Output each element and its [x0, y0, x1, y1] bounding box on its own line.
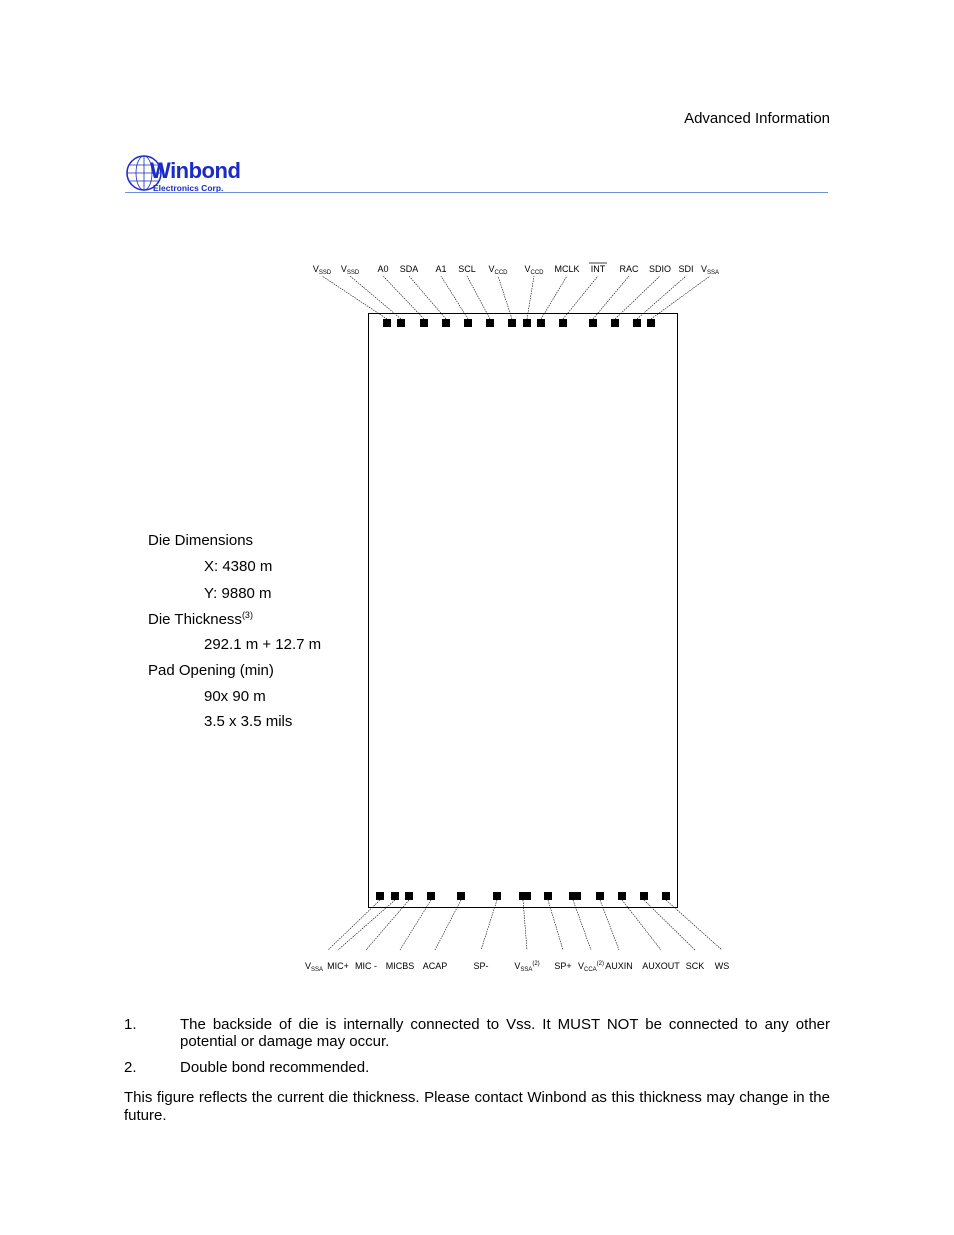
bottom-pad-label: SCK: [685, 961, 705, 971]
die-y-dimension: Y: 9880 m: [204, 585, 272, 602]
bottom-pad-label: AUXOUT: [642, 961, 680, 971]
bottom-bond-pad: [493, 892, 501, 900]
thickness-footnote: This figure reflects the current die thickness. Please contact Winbond as this thickness may change in the future.: [124, 1089, 830, 1124]
bottom-pad-label: $V_{SSA}$: [304, 961, 324, 973]
top-leader-line: [651, 276, 710, 319]
top-leader-line: [467, 276, 490, 319]
top-pad-label: SCL: [458, 264, 476, 274]
bottom-bond-pad-double: [525, 892, 531, 900]
top-leader-line: [409, 276, 446, 319]
note-2-number: 2.: [124, 1059, 137, 1076]
pad-opening-um: 90x 90 m: [204, 688, 266, 705]
bottom-bond-pad-double: [575, 892, 581, 900]
top-bond-pad: [508, 319, 516, 327]
top-bond-pad: [420, 319, 428, 327]
top-bond-pad: [611, 319, 619, 327]
top-leader-line: [563, 276, 598, 319]
logo-subtitle: Electronics Corp.: [153, 183, 224, 193]
top-pad-label: A0: [377, 264, 389, 274]
top-leader-line: [541, 276, 567, 319]
bottom-leader-line: [338, 900, 395, 950]
top-pad-label: SDI: [678, 264, 694, 274]
note-2-text: Double bond recommended.: [180, 1059, 370, 1076]
top-pad-label: A1: [435, 264, 447, 274]
top-pad-label: SDA: [399, 264, 419, 274]
bottom-pad-label: WS: [714, 961, 730, 971]
die-thickness-heading: [148, 610, 253, 628]
top-bond-pad: [486, 319, 494, 327]
bottom-bond-pad: [376, 892, 384, 900]
die-thickness-label: Die Thickness: [148, 611, 242, 628]
bottom-bond-pad: [391, 892, 399, 900]
top-bond-pad: [633, 319, 641, 327]
pad-opening-label: Pad Opening (min): [148, 662, 274, 679]
bottom-pad-label: MIC -: [355, 961, 377, 971]
top-bond-pad: [383, 319, 391, 327]
top-pad-label: SDIO: [648, 264, 672, 274]
logo-wordmark: Winbond: [150, 158, 241, 183]
bottom-bond-pad: [662, 892, 670, 900]
bottom-bond-pad: [427, 892, 435, 900]
die-thickness-value: 292.1 m + 12.7 m: [204, 636, 322, 653]
bottom-bond-pad: [596, 892, 604, 900]
die-outline: [369, 314, 678, 908]
top-pads-group: [313, 263, 719, 327]
top-bond-pad: [537, 319, 545, 327]
bottom-pad-label: SP+: [554, 961, 572, 971]
top-bond-pad: [523, 319, 531, 327]
top-pad-label: $V_{SSD}$: [312, 264, 332, 276]
top-leader-line: [498, 276, 512, 319]
pad-opening-mils: 3.5 x 3.5 mils: [204, 713, 293, 730]
top-pad-label: $V_{CCD}$: [524, 264, 544, 276]
top-bond-pad: [559, 319, 567, 327]
bottom-bond-pad: [640, 892, 648, 900]
note-1-number: 1.: [124, 1016, 137, 1033]
bottom-bond-pad: [618, 892, 626, 900]
top-bond-pad: [464, 319, 472, 327]
die-dimensions-label: Die Dimensions: [148, 532, 254, 549]
die-x-dimension: X: 4380 m: [204, 558, 273, 575]
top-pad-label: INT: [590, 264, 606, 274]
top-pad-label: MCLK: [554, 264, 580, 274]
top-leader-line: [441, 276, 468, 319]
top-pad-label: RAC: [619, 264, 639, 274]
bottom-bond-pad: [405, 892, 413, 900]
bottom-leader-line: [666, 900, 722, 950]
top-pad-label: $V_{CCD}$: [488, 264, 508, 276]
top-leader-line: [615, 276, 660, 319]
bottom-pad-label: MIC+: [327, 961, 349, 971]
bottom-bond-pad: [544, 892, 552, 900]
bottom-pad-label: AUXIN: [605, 961, 633, 971]
top-leader-line: [637, 276, 686, 319]
die-thickness-note-ref: (3): [241, 610, 253, 620]
top-bond-pad: [589, 319, 597, 327]
top-pad-label: $V_{SSA}$: [700, 264, 720, 276]
header-advanced-information: Advanced Information: [684, 110, 830, 127]
note-1-text: The backside of die is internally connected to Vss. It MUST NOT be connected to any other potential or damage may occur.: [180, 1016, 830, 1050]
top-leader-line: [350, 276, 401, 319]
top-bond-pad: [442, 319, 450, 327]
top-bond-pad: [647, 319, 655, 327]
bottom-pad-label: ACAP: [422, 961, 448, 971]
top-bond-pad: [397, 319, 405, 327]
bottom-pad-label: $V_{SSA}^{(2)}$: [514, 961, 540, 973]
bottom-pad-label: MICBS: [385, 961, 415, 971]
top-leader-line: [383, 276, 424, 319]
bottom-pad-label: $V_{CCA}^{(2)}$: [577, 961, 605, 973]
top-leader-line: [322, 276, 387, 319]
top-leader-line: [527, 276, 534, 319]
bottom-pad-label: SP-: [473, 961, 489, 971]
top-pad-label: $V_{SSD}$: [340, 264, 360, 276]
top-leader-line: [593, 276, 629, 319]
bottom-bond-pad: [457, 892, 465, 900]
